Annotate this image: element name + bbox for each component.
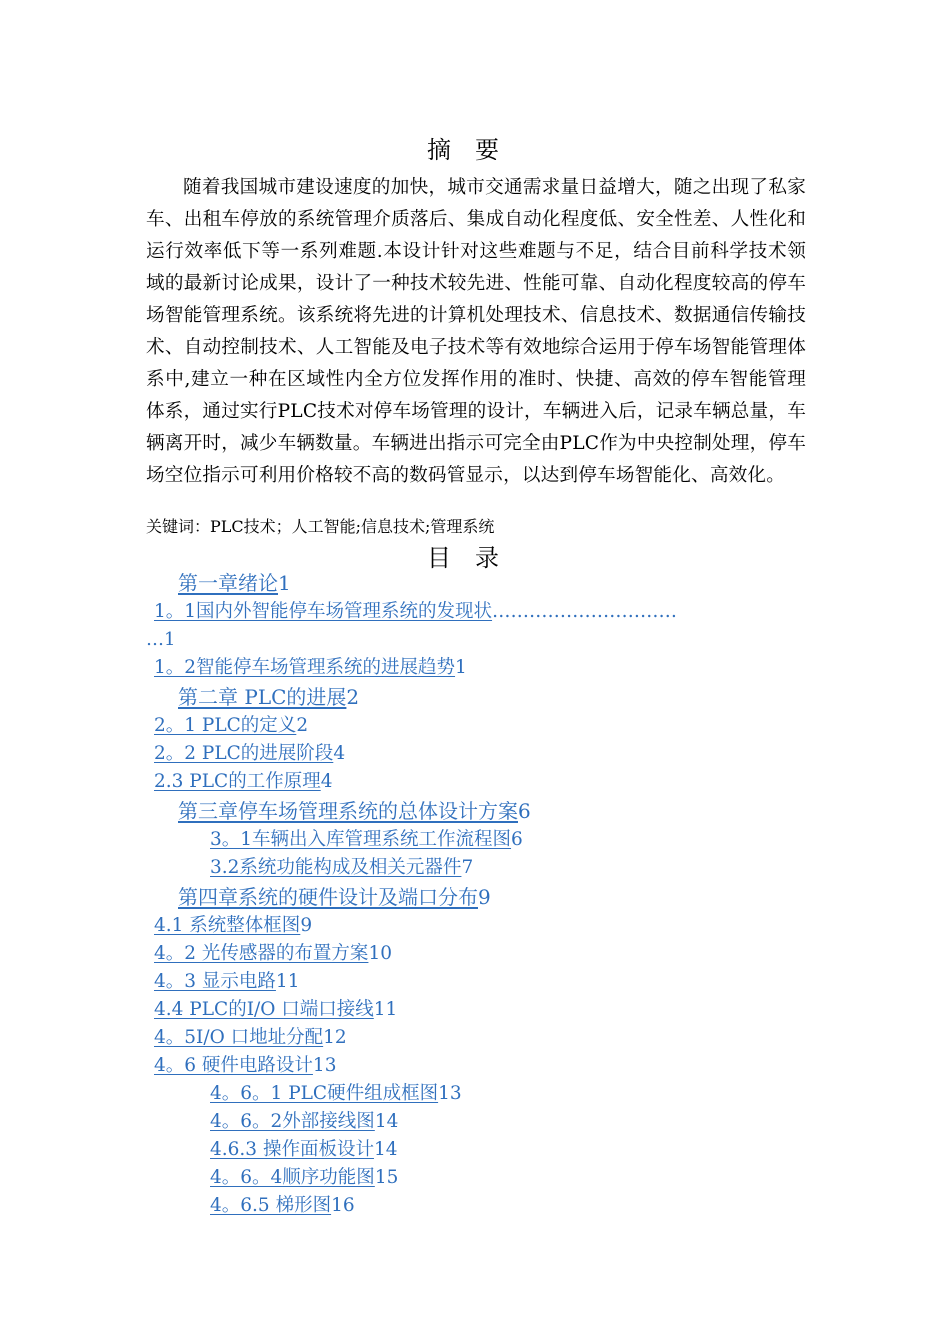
toc-entry[interactable]: 4。6。1 PLC硬件组成框图13: [210, 1083, 462, 1104]
toc-entry[interactable]: 4。6 硬件电路设计13: [154, 1055, 337, 1076]
toc-entry[interactable]: 2.3 PLC的工作原理4: [154, 771, 333, 792]
toc-entry[interactable]: 4。6.5 梯形图16: [210, 1195, 355, 1216]
toc-entry[interactable]: 4。6。4顺序功能图15: [210, 1167, 399, 1188]
toc-title: 目录: [427, 544, 523, 572]
toc-entry[interactable]: 4.6.3 操作面板设计14: [210, 1139, 398, 1160]
toc-entry[interactable]: 2。2 PLC的进展阶段4: [154, 743, 346, 764]
toc-entry[interactable]: 第一章绪论1: [178, 571, 291, 595]
toc-entry[interactable]: 4。5I/O 口地址分配12: [154, 1027, 347, 1048]
toc-entry[interactable]: 第四章系统的硬件设计及端口分布9: [178, 885, 491, 909]
abstract-body: 随着我国城市建设速度的加快，城市交通需求量日益增大，随之出现了私家车、出租车停放的系统管理介质落后、集成自动化程度低、安全性差、人性化和运行效率低下等一系列难题.本设计针对这些难题与不足，结合目前科学技术领域的最新讨论成果，设计了一种技术较先进、性能可靠、自动化程度较高的停车场智能管理系统。该系统将先进的计算机处理技术、信息技术、数据通信传输技术、自动控制技术、人工智能及电子技术等有效地综合运用于停车场智能管理体系中,建立一种在区域性内全方位发挥作用的准时、快捷、高效的停车智能管理体系，通过实行PLC技术对停车场管理的设计，车辆进入后，记录车辆总量，车辆离开时，减少车辆数量。车辆进出指示可完全由PLC作为中央控制处理，停车场空位指示可利用价格较不高的数码管显示，以达到停车场智能化、高效化。: [146, 177, 806, 486]
toc-entry[interactable]: 3.2系统功能构成及相关元器件7: [210, 857, 474, 878]
toc-entry[interactable]: 1。1国内外智能停车场管理系统的发现状…………………………: [154, 601, 678, 622]
toc-leader-continuation[interactable]: …1: [146, 629, 176, 650]
toc-entry[interactable]: 1。2智能停车场管理系统的进展趋势1: [154, 657, 467, 678]
toc-entry[interactable]: 3。1车辆出入库管理系统工作流程图6: [210, 829, 523, 850]
toc-entry[interactable]: 4。6。2外部接线图14: [210, 1111, 399, 1132]
toc-leader: …………………………: [492, 601, 678, 622]
toc-entry[interactable]: 第三章停车场管理系统的总体设计方案6: [178, 799, 531, 823]
toc-entry[interactable]: 第二章 PLC的进展2: [178, 685, 360, 709]
keywords-text: PLC技术；人工智能;信息技术;管理系统: [210, 517, 495, 536]
toc-entry[interactable]: 4.1 系统整体框图9: [154, 915, 313, 936]
toc-entry[interactable]: 4.4 PLC的I/O 口端口接线11: [154, 999, 398, 1020]
toc-entry[interactable]: 2。1 PLC的定义2: [154, 715, 309, 736]
toc-entry[interactable]: 4。2 光传感器的布置方案10: [154, 943, 392, 964]
keywords-label: 关键词：: [146, 517, 211, 536]
keywords-line: [146, 516, 494, 538]
toc-entry[interactable]: 4。3 显示电路11: [154, 971, 300, 992]
abstract-title: 摘要: [427, 136, 523, 164]
